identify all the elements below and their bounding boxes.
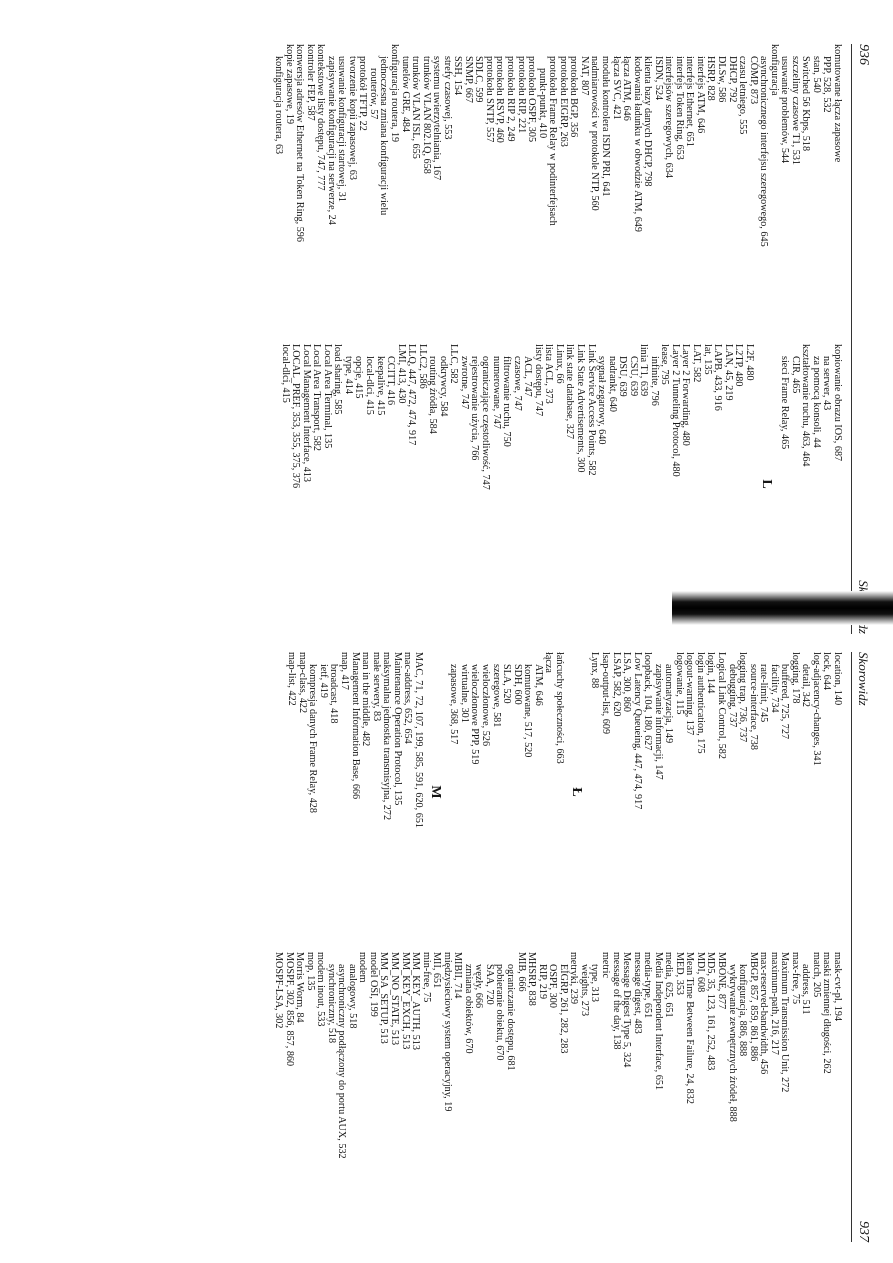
index-entry: komutowane, 517, 520 bbox=[522, 664, 534, 758]
index-entry: weights, 273 bbox=[578, 964, 590, 1017]
entry-group bbox=[286, 652, 423, 932]
index-entry: protokołu RSVP, 460 bbox=[494, 56, 506, 143]
index-entry: MBGP, 857, 859, 861, 886 bbox=[747, 952, 759, 1062]
book-spine-shadow bbox=[672, 591, 893, 625]
index-entry: DSU, 639 bbox=[617, 356, 629, 397]
index-entry: MD5, 35, 123, 161, 252, 483 bbox=[705, 952, 717, 1071]
index-entry: zmiana obiektów, 670 bbox=[462, 964, 474, 1054]
index-entry: mop, 135 bbox=[304, 952, 316, 991]
index-entry: kontroler FEP, 587 bbox=[304, 44, 316, 121]
index-entry: nadmiarowości w protokole NTP, 560 bbox=[589, 56, 601, 211]
index-entry: SSH, 154 bbox=[452, 56, 464, 96]
index-entry: protokołu RIP 2, 249 bbox=[505, 56, 517, 142]
index-entry: facility, 734 bbox=[768, 664, 780, 713]
index-entry: mask-cvt-pl, 194 bbox=[832, 952, 843, 1022]
index-entry: MHSRP, 838 bbox=[526, 952, 538, 1006]
index-entry: MM_KEY_EXCH, 513 bbox=[399, 952, 411, 1050]
index-entry: LMI, 413, 430 bbox=[395, 344, 407, 404]
index-entry: SDH, 600 bbox=[511, 664, 523, 705]
index-entry: rejestrowanie użycia, 766 bbox=[469, 356, 481, 461]
index-entry: listy dostępu, 747 bbox=[532, 344, 544, 417]
index-entry: model OSI, 199 bbox=[367, 952, 379, 1017]
index-entry: jednoczesna zmiana konfiguracji wielu bbox=[378, 56, 390, 216]
index-entry: man in the middle, 482 bbox=[360, 652, 372, 747]
index-entry: numerowane, 747 bbox=[490, 356, 502, 429]
index-entry: link state database, 327 bbox=[564, 344, 576, 440]
index-entry: SDLC, 599 bbox=[473, 56, 485, 103]
index-entry: logout-warning, 137 bbox=[684, 652, 696, 736]
index-entry: modułu kontrolera ISDN PRI, 641 bbox=[599, 56, 611, 197]
index-entry: czasu letniego, 555 bbox=[737, 56, 749, 135]
index-entry: szczeliny czasowe T1, 531 bbox=[789, 56, 801, 166]
index-entry: LLQ, 447, 472, 474, 917 bbox=[406, 344, 418, 446]
index-entry: L2TP, 480 bbox=[733, 344, 745, 387]
index-entry: routing źródła, 584 bbox=[427, 356, 439, 434]
index-entry: broadcast, 418 bbox=[328, 664, 340, 724]
index-column-1 bbox=[272, 44, 842, 324]
index-entry: kodowania ładunku w obwodzie ATM, 649 bbox=[631, 56, 643, 232]
index-entry: kompresja danych Frame Relay, 428 bbox=[307, 664, 319, 813]
index-entry: punkt-punkt, 410 bbox=[536, 68, 548, 139]
index-entry: logowanie, 115 bbox=[673, 652, 685, 715]
index-entry: routerów, 57 bbox=[367, 68, 379, 120]
index-entry: usuwanie konfiguracji startowej, 31 bbox=[336, 56, 348, 202]
index-entry: infinite, 796 bbox=[648, 356, 660, 406]
index-entry: ietf, 419 bbox=[317, 664, 329, 698]
index-entry: za pomocą konsoli, 44 bbox=[810, 356, 822, 448]
index-entry: log-adjacency-changes, 341 bbox=[810, 652, 822, 766]
index-entry: strefy czasowej, 553 bbox=[441, 56, 453, 140]
index-entry: map, 417 bbox=[339, 652, 351, 690]
index-entry: szeregowe, 581 bbox=[490, 664, 502, 728]
index-entry: kształtowanie ruchu, 463, 464 bbox=[800, 344, 812, 467]
index-entry: SAA, 720 bbox=[483, 964, 495, 1005]
index-entry: tunelów GRE, 484 bbox=[399, 56, 411, 133]
index-entry: Lynx, 88 bbox=[589, 652, 601, 689]
index-entry: LAN, 45, 219 bbox=[722, 344, 734, 401]
index-entry: Media Independent Interface, 651 bbox=[652, 952, 664, 1091]
index-entry: interfejs ATM, 646 bbox=[694, 56, 706, 134]
index-entry: SLA, 520 bbox=[501, 664, 513, 704]
index-column-2 bbox=[279, 344, 842, 624]
index-entry: ograniczające częstotliwość, 747 bbox=[480, 356, 492, 490]
index-entry: LSAP, 582, 620 bbox=[610, 652, 622, 717]
index-entry: Maximum Transmission Unit, 272 bbox=[779, 952, 791, 1093]
index-entry: OSPF, 300 bbox=[547, 964, 559, 1008]
index-entry: trunków VLAN ISL, 655 bbox=[410, 56, 422, 159]
index-entry: lat, 135 bbox=[701, 344, 713, 375]
index-entry: MAC, 71, 72, 107, 199, 585, 591, 620, 651 bbox=[412, 652, 424, 829]
index-entry: analogowy, 518 bbox=[346, 964, 358, 1029]
index-entry: match, 205 bbox=[810, 952, 822, 998]
index-entry: asynchronicznego interfejsu szeregowego, 645 bbox=[758, 56, 770, 247]
index-entry: load sharing, 585 bbox=[332, 344, 344, 415]
index-entry: protokołu SNTP, 557 bbox=[483, 56, 495, 143]
index-entry: komutowane łącza zapasowe bbox=[832, 44, 843, 163]
index-entry: Layer 2 Forwarding, 480 bbox=[680, 344, 692, 446]
index-entry: maximum-path, 216, 217 bbox=[768, 952, 780, 1055]
index-entry: type, 313 bbox=[589, 964, 601, 1002]
index-entry: MIBII, 714 bbox=[452, 952, 464, 999]
index-entry: NAT, 807 bbox=[578, 56, 590, 96]
index-entry: pobieranie obiektu, 670 bbox=[494, 964, 506, 1061]
index-entry: logging, 178 bbox=[789, 652, 801, 704]
index-entry: czasowe, 747 bbox=[511, 356, 523, 411]
index-entry: MM_KEY_AUTH, 513 bbox=[410, 952, 422, 1050]
index-entry: protokołu Frame Relay w podinterfejsach bbox=[547, 56, 559, 226]
index-entry: LOCAL_PREF, 353, 355, 375, 376 bbox=[290, 344, 302, 489]
index-entry: Switched 56 Kbps, 518 bbox=[800, 56, 812, 152]
index-entry: łącza ATM, 646 bbox=[621, 56, 633, 121]
index-entry: message of the day, 138 bbox=[610, 952, 622, 1050]
index-entry: PPP, 528, 532 bbox=[821, 56, 833, 113]
index-entry: międzysieciowy system operacyjny, 19 bbox=[441, 952, 453, 1112]
index-entry: Logical Link Control, 582 bbox=[715, 652, 727, 759]
page-header bbox=[851, 652, 872, 1242]
index-entry: CCITT, 416 bbox=[385, 356, 397, 406]
index-column-1 bbox=[286, 652, 842, 932]
index-entry: lock, 644 bbox=[821, 652, 833, 690]
entry-group bbox=[279, 344, 754, 624]
index-entry: RIP, 219 bbox=[536, 964, 548, 1000]
index-entry: na serwer, 43 bbox=[821, 356, 833, 411]
index-entry: LSA, 300, 860 bbox=[621, 652, 633, 712]
index-entry: klienta bazy danych DHCP, 798 bbox=[642, 56, 654, 187]
index-entry: MII, 651 bbox=[431, 952, 443, 989]
entry-group bbox=[448, 652, 564, 932]
page-number: 936 bbox=[856, 44, 871, 65]
index-entry: LAT, 582 bbox=[690, 344, 702, 383]
index-entry: łącza bbox=[543, 652, 555, 673]
index-entry: zwrotne, 747 bbox=[458, 356, 470, 410]
index-entry: wieloczłonowe, 526 bbox=[480, 664, 492, 747]
index-entry: LLC, 582 bbox=[448, 344, 460, 384]
index-entry: interfejs Ethernet, 651 bbox=[684, 56, 696, 147]
index-entry: max-reserved-bandwidth, 456 bbox=[758, 952, 770, 1075]
index-entry: konfiguracja bbox=[768, 44, 780, 96]
index-entry: login authentication, 175 bbox=[694, 652, 706, 754]
index-entry: DHCP, 792 bbox=[726, 56, 738, 103]
index-entry: MOSPF-LSA, 302 bbox=[273, 952, 285, 1029]
index-entry: message digest, 483 bbox=[631, 952, 643, 1034]
index-entry: Link State Advertisements, 300 bbox=[574, 344, 586, 473]
index-entry: sieci Frame Relay, 465 bbox=[779, 356, 791, 450]
index-entry: location, 140 bbox=[832, 652, 843, 706]
index-entry: max-free, 75 bbox=[789, 952, 801, 1005]
index-entry: automatyzacja, 149 bbox=[663, 664, 675, 744]
entry-group bbox=[779, 344, 842, 624]
index-entry: rate-limit, 745 bbox=[758, 664, 770, 723]
index-entry: local-dlci, 415 bbox=[279, 344, 291, 403]
index-entry: HSRP, 828 bbox=[705, 56, 717, 101]
index-entry: węzły, 666 bbox=[473, 964, 485, 1009]
index-entry: logging trap, 736, 737 bbox=[737, 652, 749, 743]
index-entry: type, 414 bbox=[342, 356, 354, 394]
index-entry: CIR, 465 bbox=[789, 356, 801, 394]
index-entry: EIGRP, 261, 282, 283 bbox=[557, 964, 569, 1054]
index-entry: zapisywanie informacji, 147 bbox=[652, 664, 664, 780]
index-entry: media, 625, 651 bbox=[663, 952, 675, 1018]
index-entry: modem bbox=[357, 952, 369, 983]
index-entry: protokołu RIP, 221 bbox=[515, 56, 527, 134]
index-entry: zapisywanie konfiguracji na serwerze, 24 bbox=[325, 56, 337, 225]
index-entry: MBONE, 877 bbox=[715, 952, 727, 1010]
index-entry: map-class, 422 bbox=[296, 652, 308, 714]
index-entry: map-list, 422 bbox=[286, 652, 298, 706]
index-entry: Local Management Interface, 413 bbox=[300, 344, 312, 483]
index-entry: stan, 540 bbox=[810, 56, 822, 93]
index-entry: debugging, 737 bbox=[726, 664, 738, 728]
index-entry: lsap-output-list, 609 bbox=[599, 652, 611, 735]
index-entry: keepalive, 415 bbox=[374, 356, 386, 416]
index-entry: linia T1, 639 bbox=[638, 344, 650, 397]
index-entry: Message Digest Type 5, 324 bbox=[621, 952, 633, 1068]
index-entry: filtrowanie ruchu, 750 bbox=[501, 356, 513, 447]
index-entry: ISDN, 524 bbox=[652, 56, 664, 101]
index-entry: asynchroniczny podłączony do portu AUX, 532 bbox=[336, 964, 348, 1159]
index-entry: LAPB, 433, 916 bbox=[712, 344, 724, 411]
index-entry: konfiguracja routera, 19 bbox=[389, 44, 401, 143]
index-entry: L2F, 480 bbox=[743, 344, 755, 381]
index-entry: łącza SVC, 421 bbox=[610, 56, 622, 120]
index-entry: konwersja adresów Ethernet na Token Ring, 596 bbox=[294, 44, 306, 242]
index-entry: interfejsów szeregowych, 634 bbox=[663, 56, 675, 178]
index-entry: interfejs Token Ring, 653 bbox=[673, 56, 685, 160]
index-entry: media-type, 651 bbox=[642, 952, 654, 1019]
index-entry: małe serwery, 83 bbox=[370, 652, 382, 722]
index-entry: source-interface, 738 bbox=[747, 664, 759, 750]
index-entry: MM_NO_STATE, 513 bbox=[389, 952, 401, 1046]
index-entry: Linux, 66 bbox=[553, 344, 565, 384]
index-entry: Local Area Transport, 582 bbox=[311, 344, 323, 451]
entry-group bbox=[589, 652, 842, 932]
index-entry: Local Area Terminal, 135 bbox=[321, 344, 333, 449]
index-entry: MIB, 666 bbox=[515, 952, 527, 992]
index-entry: wirtualne, 301 bbox=[458, 664, 470, 723]
index-entry: kopie zapasowe, 19 bbox=[283, 44, 295, 125]
index-entry: ATM, 646 bbox=[532, 664, 544, 706]
index-entry: Morris Worm, 84 bbox=[294, 952, 306, 1023]
index-entry: zapasowe, 368, 517 bbox=[448, 664, 460, 745]
index-entry: Maintenance Operation Protocol, 135 bbox=[391, 652, 403, 806]
section-letter: M bbox=[427, 785, 443, 799]
index-entry: wykrywanie zewnętrznych źródeł, 888 bbox=[726, 964, 738, 1122]
page-number: 937 bbox=[856, 1221, 871, 1242]
index-entry: MED, 353 bbox=[673, 952, 685, 996]
index-entry: synchroniczny, 518 bbox=[325, 964, 337, 1044]
index-entry: login, 144 bbox=[705, 652, 717, 694]
page-936 bbox=[273, 44, 872, 634]
index-entry: ograniczanie dostępu, 681 bbox=[505, 964, 517, 1071]
index-entry: kontekstowe listy dostępu, 747, 777 bbox=[315, 44, 327, 191]
page-937 bbox=[273, 652, 872, 1242]
index-entry: Layer 2 Tunneling Protocol, 480 bbox=[669, 344, 681, 477]
index-entry: detail, 342 bbox=[800, 664, 812, 708]
index-entry: konfiguracja routera, 63 bbox=[273, 56, 285, 155]
index-column-2 bbox=[272, 952, 842, 1232]
index-entry: MOSPF, 302, 856, 857, 860 bbox=[283, 952, 295, 1067]
index-entry: odkrywcy, 584 bbox=[437, 356, 449, 417]
index-entry: protokół TFTP, 22 bbox=[357, 56, 369, 131]
index-entry: maksymalna jednostka transmisyjna, 272 bbox=[381, 652, 393, 821]
index-entry: łańcuchy społeczności, 663 bbox=[553, 652, 565, 764]
index-entry: Low Latency Queueing, 447, 474, 917 bbox=[631, 652, 643, 810]
index-entry: address, 511 bbox=[800, 964, 812, 1015]
index-entry: usuwanie problemów, 544 bbox=[779, 56, 791, 164]
index-entry: MDI, 608 bbox=[694, 952, 706, 993]
index-entry: kopiowanie obrazu IOS, 687 bbox=[832, 344, 843, 462]
index-entry: opcje, 415 bbox=[353, 356, 365, 399]
index-entry: MM_SA_SETUP, 513 bbox=[378, 952, 390, 1044]
index-entry: DLSw, 586 bbox=[715, 56, 727, 103]
index-entry: COMP, 873 bbox=[747, 56, 759, 105]
section-letter: L bbox=[758, 479, 774, 489]
index-entry: modem inout, 533 bbox=[315, 952, 327, 1027]
index-entry: ACL, 747 bbox=[522, 356, 534, 397]
index-entry: konfiguracja, 886, 888 bbox=[737, 964, 749, 1057]
index-entry: Management Information Base, 666 bbox=[349, 652, 361, 800]
section-letter: Ł bbox=[568, 787, 584, 797]
index-entry: sygnał zegarowy, 640 bbox=[596, 356, 608, 445]
index-entry: buffered, 725, 727 bbox=[779, 664, 791, 740]
index-entry: SNMP, 667 bbox=[462, 56, 474, 103]
index-entry: LLC2, 586 bbox=[416, 344, 428, 389]
index-entry: trunków VLAN 802.1Q, 658 bbox=[420, 56, 432, 174]
index-entry: Link Service Access Points, 582 bbox=[585, 344, 597, 476]
index-entry: lease, 795 bbox=[659, 344, 671, 385]
index-entry: systemu uwierzytelniania, 167 bbox=[431, 56, 443, 181]
index-entry: nadrankt, 640 bbox=[606, 356, 618, 413]
index-entry: metryki, 239 bbox=[568, 952, 580, 1005]
index-entry: protokołu EIGRP, 263 bbox=[557, 56, 569, 147]
index-entry: tworzenie kopii zapasowej, 63 bbox=[346, 56, 358, 180]
page-header bbox=[851, 44, 872, 634]
index-entry: local-dlci, 415 bbox=[364, 356, 376, 415]
index-entry: Mean Time Between Failure, 24, 832 bbox=[684, 952, 696, 1104]
index-entry: protokołu BGP, 356 bbox=[568, 56, 580, 138]
index-entry: CSU, 639 bbox=[627, 356, 639, 397]
index-entry: lista ACL, 373 bbox=[543, 344, 555, 404]
index-entry: wieloczłonowe PPP, 519 bbox=[469, 664, 481, 765]
running-head: Skorowidz bbox=[856, 652, 871, 706]
index-entry: metric bbox=[599, 952, 611, 979]
index-entry: loopback, 104, 180, 627 bbox=[642, 652, 654, 751]
index-entry: min-free, 75 bbox=[420, 952, 432, 1003]
index-entry: protokołu OSPF, 305 bbox=[526, 56, 538, 143]
index-entry: maski zmiennej długości, 262 bbox=[821, 952, 833, 1074]
index-entry: mac-address, 652, 654 bbox=[402, 652, 414, 744]
